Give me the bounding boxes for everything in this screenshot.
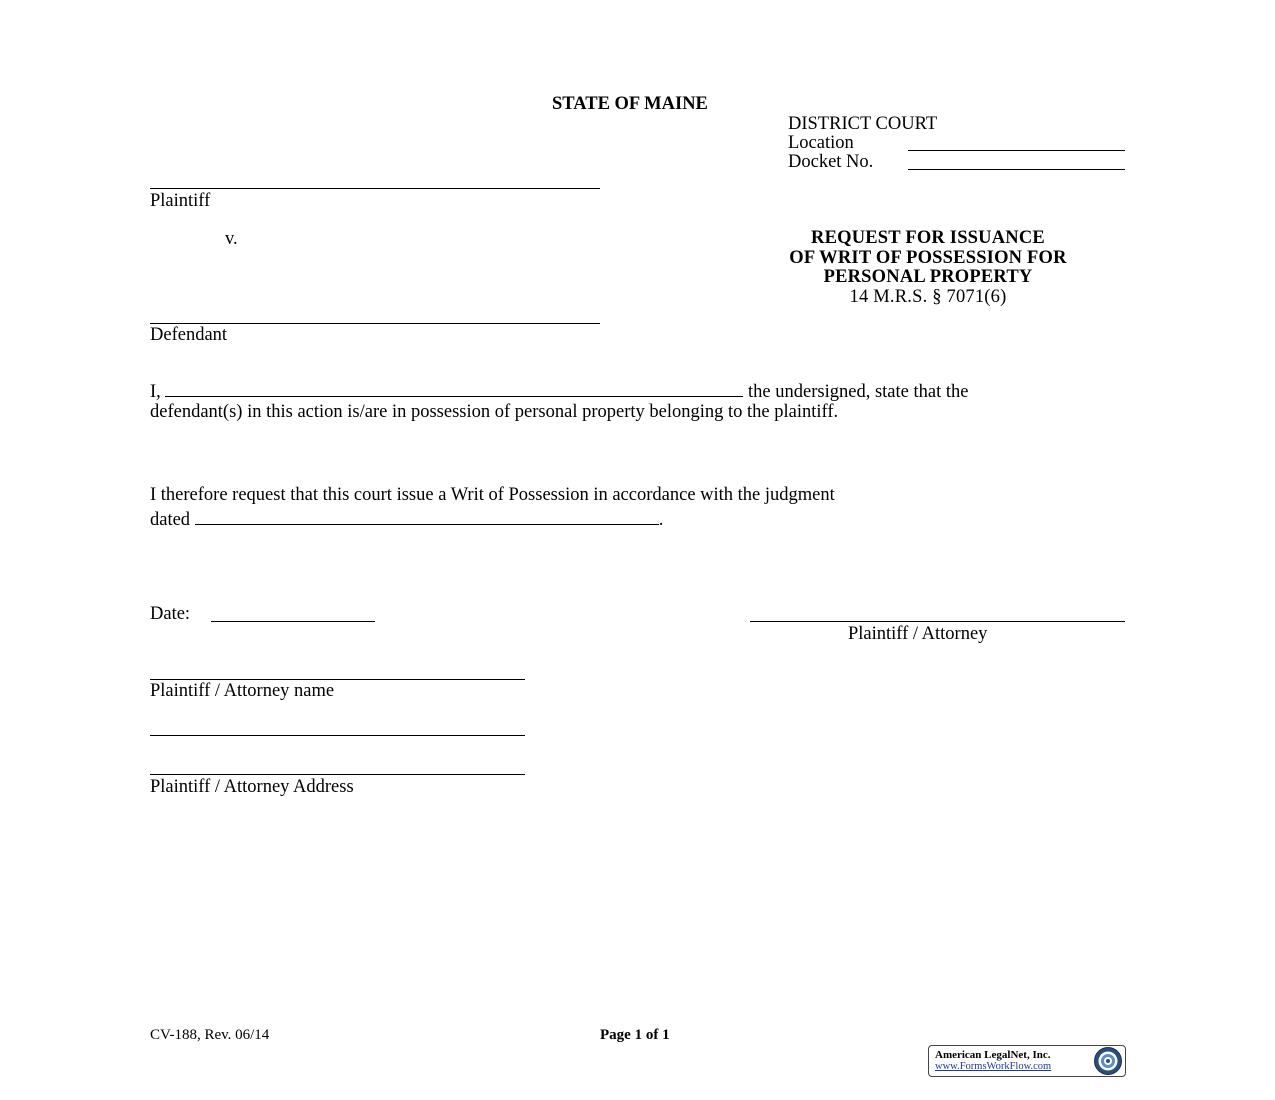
defendant-label: Defendant: [150, 325, 228, 345]
versus-label: v.: [225, 229, 238, 249]
attorney-address-field-1[interactable]: [150, 735, 525, 736]
attorney-address-label: Plaintiff / Attorney Address: [150, 777, 354, 797]
attorney-address-field-2[interactable]: [150, 774, 525, 775]
plaintiff-label: Plaintiff: [150, 191, 211, 211]
forms-workflow-badge[interactable]: [928, 1045, 1126, 1077]
defendant-name-field[interactable]: [150, 323, 600, 324]
paragraph-2-line-1: I therefore request that this court issue a Writ of Possession in accordance with the judgment: [150, 485, 835, 505]
date-field[interactable]: [211, 621, 375, 622]
signature-field[interactable]: [750, 621, 1125, 622]
docket-label: Docket No.: [788, 152, 874, 172]
document-title: [728, 229, 1128, 307]
court-name: DISTRICT COURT: [788, 114, 938, 134]
statute-citation: 14 M.R.S. § 7071(6): [849, 286, 1007, 307]
paragraph-2-line-2: [150, 510, 663, 530]
badge-company: American LegalNet, Inc.: [935, 1049, 1051, 1061]
attorney-name-label: Plaintiff / Attorney name: [150, 681, 335, 701]
page-number: Page 1 of 1: [600, 1027, 670, 1043]
form-id: CV-188, Rev. 06/14: [150, 1027, 270, 1043]
paragraph-1-line-2: defendant(s) in this action is/are in possession of personal property belonging to the plaintiff.: [150, 402, 839, 422]
state-heading: STATE OF MAINE: [552, 94, 708, 114]
title-line-2: OF WRIT OF POSSESSION FOR: [789, 247, 1067, 268]
para1-suffix: the undersigned, state that the: [748, 382, 969, 402]
attorney-name-field[interactable]: [150, 679, 525, 680]
badge-url-link[interactable]: www.FormsWorkFlow.com: [935, 1061, 1052, 1072]
para1-prefix: I,: [150, 382, 161, 402]
para2-suffix: .: [658, 510, 664, 530]
signer-label: Plaintiff / Attorney: [848, 624, 988, 644]
paragraph-1-line-1: [150, 382, 968, 402]
para2-prefix: dated: [150, 510, 191, 530]
plaintiff-name-field[interactable]: [150, 188, 600, 189]
location-label: Location: [788, 133, 854, 153]
title-line-1: REQUEST FOR ISSUANCE: [811, 228, 1045, 248]
title-line-3: PERSONAL PROPERTY: [823, 267, 1033, 287]
seal-icon: [1093, 1046, 1123, 1076]
docket-field[interactable]: [908, 169, 1125, 170]
location-field[interactable]: [908, 150, 1125, 151]
judgment-date-field[interactable]: [195, 510, 659, 525]
date-label: Date:: [150, 604, 191, 624]
declarant-name-field[interactable]: [165, 382, 743, 397]
